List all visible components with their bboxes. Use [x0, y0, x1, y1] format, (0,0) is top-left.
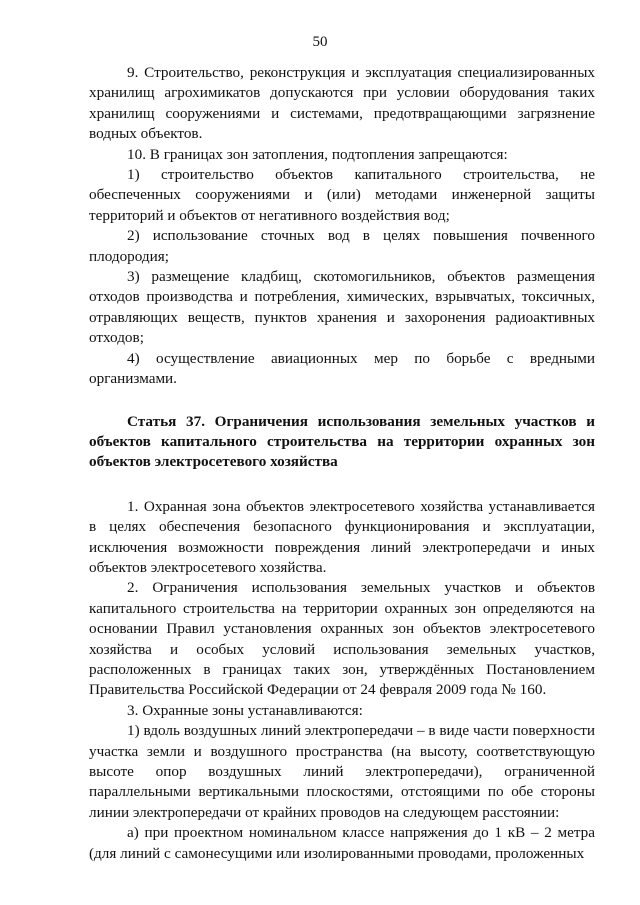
article-heading: Статья 37. Ограничения использования земельных участков и объектов капитального строительства на территории охранных зон объектов электросетевого хозяйства: [89, 412, 595, 471]
list-item-2: 2) использование сточных вод в целях повышения почвенного плодородия;: [89, 227, 595, 265]
subpoint-1: 1) вдоль воздушных линий электропередачи – в виде части поверхности участка земли и воздушного пространства (на высоту, соответствующую высоте опор воздушных линий электропередачи), ограниченной параллельными вертикальными плоскостями, отстоящими по обе стороны линии электропередачи от крайних проводов на следующем расстоянии:: [89, 722, 595, 821]
paragraph-point-2: 2. Ограничения использования земельных участков и объектов капитального строительства на территории охранных зон определяются на основании Правил установления охранных зон объектов электросетевого хозяйства и особых условий использования земельных участков, расположенных в границах таких зон, утверждённых Постановлением Правительства Российской Федерации от 24 февраля 2009 года № 160.: [89, 579, 595, 699]
paragraph-point-3: 3. Охранные зоны устанавливаются:: [127, 701, 363, 719]
subpoint-a: а) при проектном номинальном классе напряжения до 1 кВ – 2 метра (для линий с самонесущими или изолированными проводами, проложенных: [89, 824, 595, 862]
list-item-1: 1) строительство объектов капитального строительства, не обеспеченных сооружениями и (или) методами инженерной защиты территорий и объектов от негативного воздействия вод;: [89, 166, 595, 224]
paragraph-item-9: 9. Строительство, реконструкция и эксплуатация специализированных хранилищ агрохимикатов допускаются при условии оборудования таких хранилищ сооружениями и системами, предотвращающими загрязнение водных объектов.: [89, 64, 595, 143]
list-item-4: 4) осуществление авиационных мер по борьбе с вредными организмами.: [89, 349, 595, 388]
list-item-3: 3) размещение кладбищ, скотомогильников, объектов размещения отходов производства и потребления, химических, взрывчатых, токсичных, отравляющих веществ, пунктов хранения и захоронения радиоактивных отходов;: [89, 268, 595, 347]
paragraph-item-10: 10. В границах зон затопления, подтопления запрещаются:: [127, 145, 508, 163]
document-body: [89, 63, 595, 864]
paragraph-point-1: 1. Охранная зона объектов электросетевого хозяйства устанавливается в целях обеспечения безопасного функционирования и эксплуатации, исключения возможности повреждения линий электропередачи и иных объектов электросетевого хозяйства.: [89, 497, 595, 576]
page-number: 50: [312, 34, 328, 50]
